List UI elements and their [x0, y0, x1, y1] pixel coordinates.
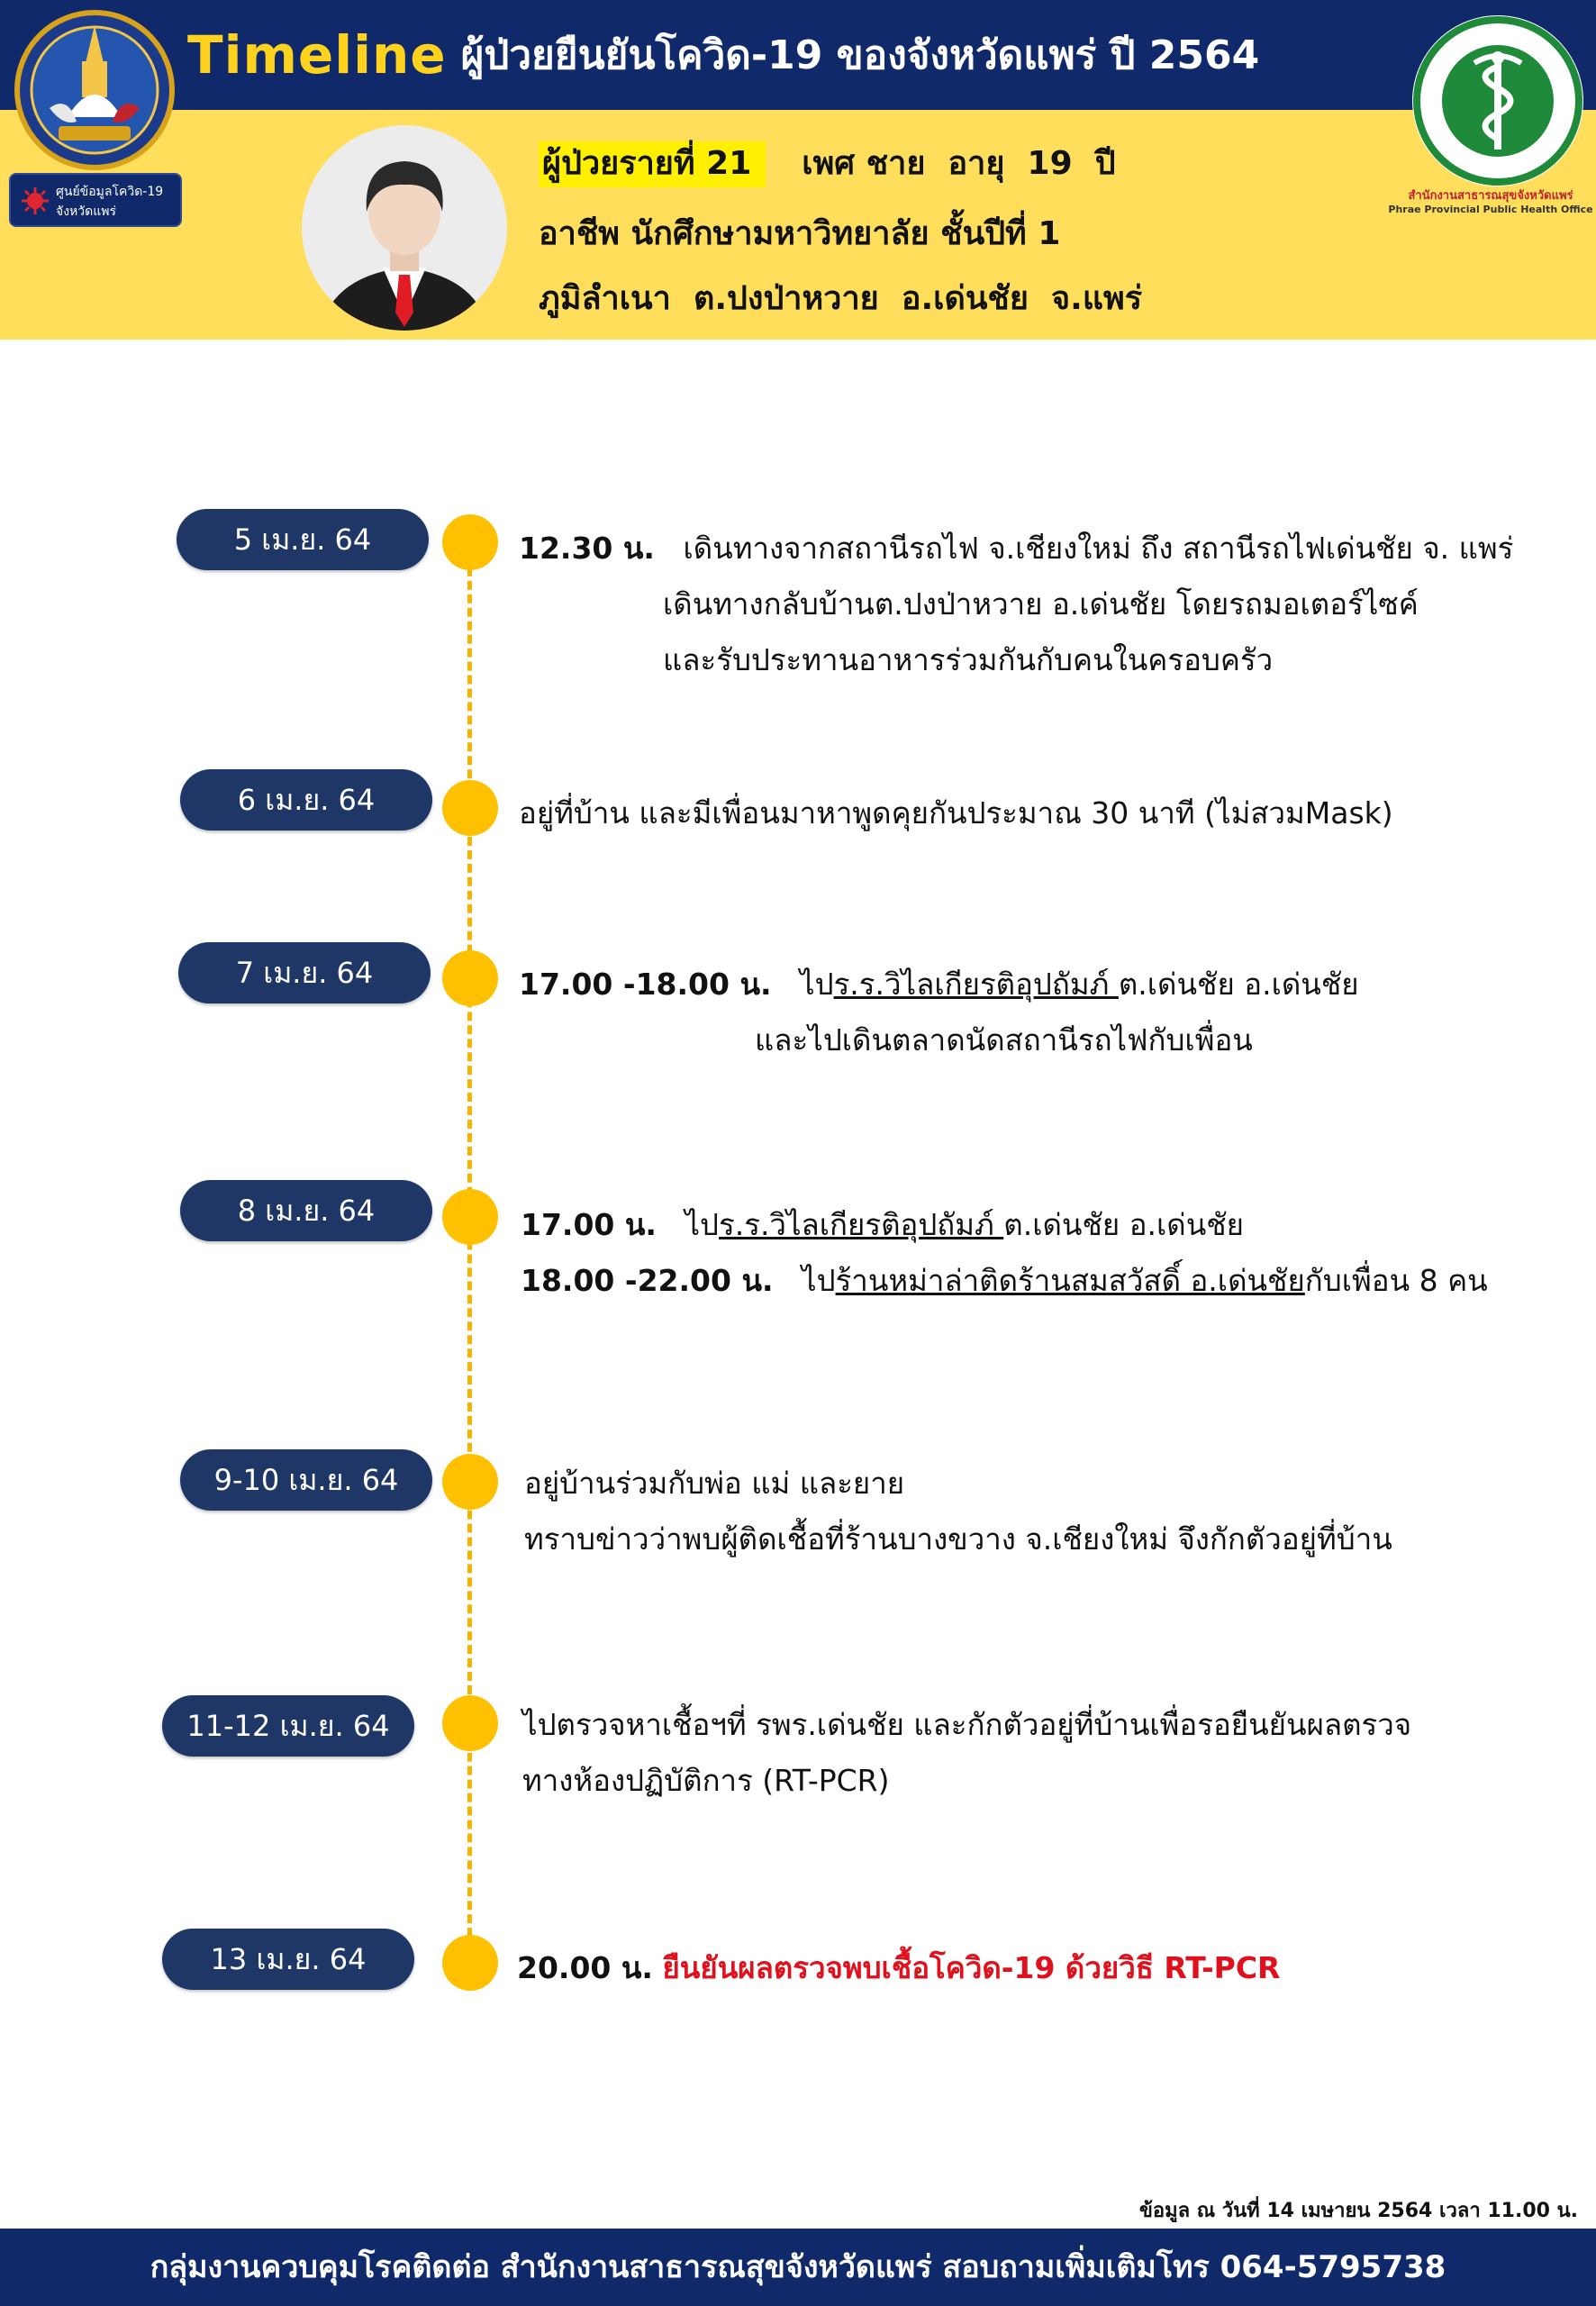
school-name: ร.ร.วิไลเกียรติอุปถัมภ์ [833, 967, 1119, 1002]
patient-case-line [539, 137, 1116, 188]
timeline-time: 17.00 น. [521, 1207, 657, 1242]
timeline-date-pill: 8 เม.ย. 64 [180, 1180, 432, 1241]
page-title [187, 23, 1259, 97]
timeline-line-3: และรับประทานอาหารร่วมกันกับคนในครอบครัว [663, 642, 1274, 677]
timeline-dot [442, 1454, 498, 1510]
age-unit: ปี [1094, 145, 1116, 182]
timeline-line-2: และไปเดินตลาดนัดสถานีรถไฟกับเพื่อน [755, 1022, 1253, 1058]
case-number: ผู้ป่วยรายที่ 21 [539, 141, 766, 187]
hometown-province: จ.แพร่ [1051, 280, 1143, 317]
title-en: Timeline [187, 24, 447, 86]
timeline-entry-text [521, 1257, 1488, 1304]
timeline-date-pill: 5 เม.ย. 64 [177, 509, 429, 570]
timeline-date-pill: 7 เม.ย. 64 [178, 942, 431, 1003]
timeline-line-1-pre: ไป [800, 967, 834, 1002]
timeline-entry-text [519, 524, 1513, 572]
patient-occupation-line [539, 207, 1060, 259]
hometown-subdistrict: ต.ปงป่าหวาย [693, 280, 879, 317]
timeline-line-2-post: กับเพื่อน 8 คน [1304, 1263, 1488, 1298]
title-th: ผู้ป่วยยืนยันโควิด-19 ของจังหวัดแพร่ ปี 2564 [460, 32, 1260, 78]
timeline-time: 18.00 -22.00 น. [521, 1263, 774, 1298]
timeline-line-2: ทางห้องปฏิบัติการ (RT-PCR) [522, 1763, 890, 1798]
timeline-line-1: อยู่บ้านร่วมกับพ่อ แม่ และยาย [524, 1466, 905, 1501]
timeline-dot [442, 1695, 498, 1751]
timeline-line-1: ไปตรวจหาเชื้อฯที่ รพร.เด่นชัย และกักตัวอยู่ที่บ้านเพื่อรอยืนยันผลตรวจ [522, 1707, 1412, 1742]
hometown-label: ภูมิลำเนา [539, 280, 671, 317]
occupation-value: นักศึกษามหาวิทยาลัย ชั้นปีที่ 1 [630, 215, 1061, 252]
timeline-time: 12.30 น. [519, 531, 655, 566]
timeline-line-1-post: ต.เด่นชัย อ.เด่นชัย [1003, 1207, 1245, 1242]
timeline-line-1-post: ต.เด่นชัย อ.เด่นชัย [1118, 967, 1359, 1002]
timeline-time: 20.00 น. [517, 1950, 653, 1985]
timeline-line-2-pre: ไป [802, 1263, 836, 1298]
timeline-entry-text [521, 1201, 1244, 1248]
confirmed-result-text: ยืนยันผลตรวจพบเชื้อโควิด-19 ด้วยวิธี RT-PCR [662, 1950, 1281, 1985]
covid-info-center-logo [9, 173, 182, 227]
moph-caption-en: Phrae Provincial Public Health Office [1388, 204, 1593, 215]
data-as-of-note: ข้อมูล ณ วันที่ 14 เมษายน 2564 เวลา 11.00 น. [1138, 2200, 1578, 2222]
timeline-dot [442, 1935, 498, 1991]
sex-label: เพศ [802, 145, 856, 182]
school-name: ร.ร.วิไลเกียรติอุปถัมภ์ [719, 1207, 1004, 1242]
timeline-line-1: อยู่ที่บ้าน และมีเพื่อนมาหาพูดคุยกันประมาณ 30 นาที (ไม่สวมMask) [519, 795, 1393, 831]
timeline-dot [442, 514, 498, 570]
moph-caption-th: สำนักงานสาธารณสุขจังหวัดแพร่ [1408, 189, 1573, 203]
timeline-time: 17.00 -18.00 น. [519, 967, 772, 1002]
patient-hometown-line [539, 272, 1142, 323]
sex-value: ชาย [866, 145, 926, 182]
timeline-dot [442, 1189, 498, 1245]
occupation-label: อาชีพ [539, 215, 620, 252]
age-value: 19 [1027, 145, 1073, 182]
timeline-line-2: เดินทางกลับบ้านต.ปงป่าหวาย อ.เด่นชัย โดยรถมอเตอร์ไซค์ [663, 586, 1419, 622]
timeline-dot [442, 780, 498, 836]
timeline-date-pill: 13 เม.ย. 64 [162, 1929, 414, 1990]
footer-contact: กลุ่มงานควบคุมโรคติดต่อ สำนักงานสาธารณสุขจังหวัดแพร่ สอบถามเพิ่มเติมโทร 064-5795738 [0, 2229, 1596, 2306]
timeline-line-1-pre: ไป [685, 1207, 719, 1242]
ministry-of-public-health-logo-icon [1410, 13, 1586, 189]
virus-icon [20, 186, 50, 216]
timeline-entry-text [519, 960, 1359, 1008]
patient-avatar-icon [300, 123, 509, 332]
timeline-entry-text [517, 1944, 1280, 1992]
timeline-line-1: เดินทางจากสถานีรถไฟ จ.เชียงใหม่ ถึง สถานีรถไฟเด่นชัย จ. แพร่ [683, 531, 1514, 566]
hometown-district: อ.เด่นชัย [901, 280, 1029, 317]
age-label: อายุ [948, 145, 1005, 182]
timeline-date-pill: 11-12 เม.ย. 64 [162, 1695, 414, 1757]
phrae-province-emblem-icon [14, 9, 176, 171]
info-center-line1: ศูนย์ข้อมูลโควิด-19 [56, 185, 164, 199]
restaurant-name: ร้านหม่าล่าติดร้านสมสวัสดิ์ อ.เด่นชัย [835, 1263, 1305, 1298]
timeline-date-pill: 6 เม.ย. 64 [180, 769, 432, 831]
timeline-dot [442, 950, 498, 1006]
timeline-line-2: ทราบข่าวว่าพบผู้ติดเชื้อที่ร้านบางขวาง จ.เชียงใหม่ จึงกักตัวอยู่ที่บ้าน [524, 1521, 1392, 1557]
info-center-line2: จังหวัดแพร่ [56, 204, 116, 219]
timeline-date-pill: 9-10 เม.ย. 64 [180, 1449, 432, 1511]
